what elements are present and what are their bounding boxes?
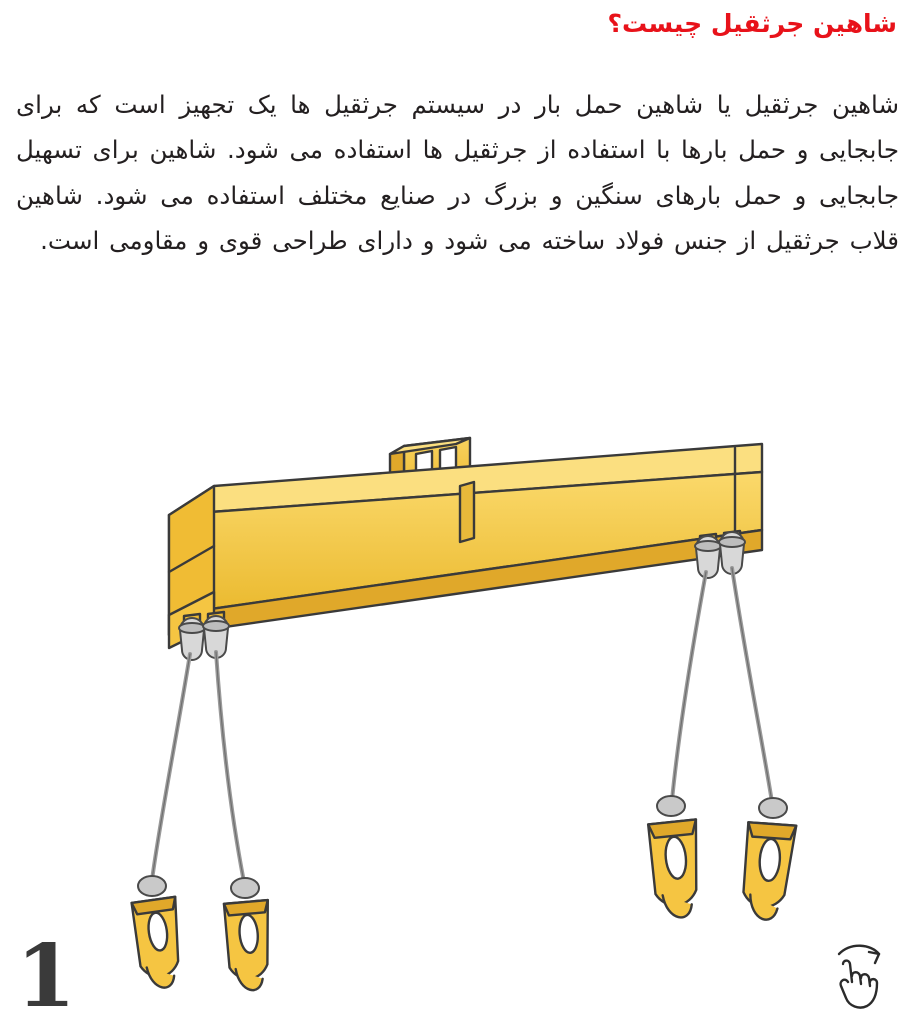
body-paragraph: شاهین جرثقیل یا شاهین حمل بار در سیستم جرثقیل ها یک تجهیز است که برای جابجایی و حمل بارها با استفاده از جرثقیل ها استفاده می شود. شاهین برای تسهیل جابجایی و حمل بارهای سنگین و بزرگ در صنایع مختلف استفاده می شود. شاهین قلاب جرثقیل از جنس فولاد ساخته می شود و دارای طراحی قوی و مقاومی است. [16,90,899,255]
crane-spreader-beam-illustration [0,420,915,1027]
swipe-hand-icon[interactable] [825,936,893,1010]
page-title: شاهین جرثقیل چیست؟ [607,9,897,38]
main-beam [169,444,762,648]
lifting-hooks [132,819,797,992]
page-number: 1 [16,926,74,1027]
